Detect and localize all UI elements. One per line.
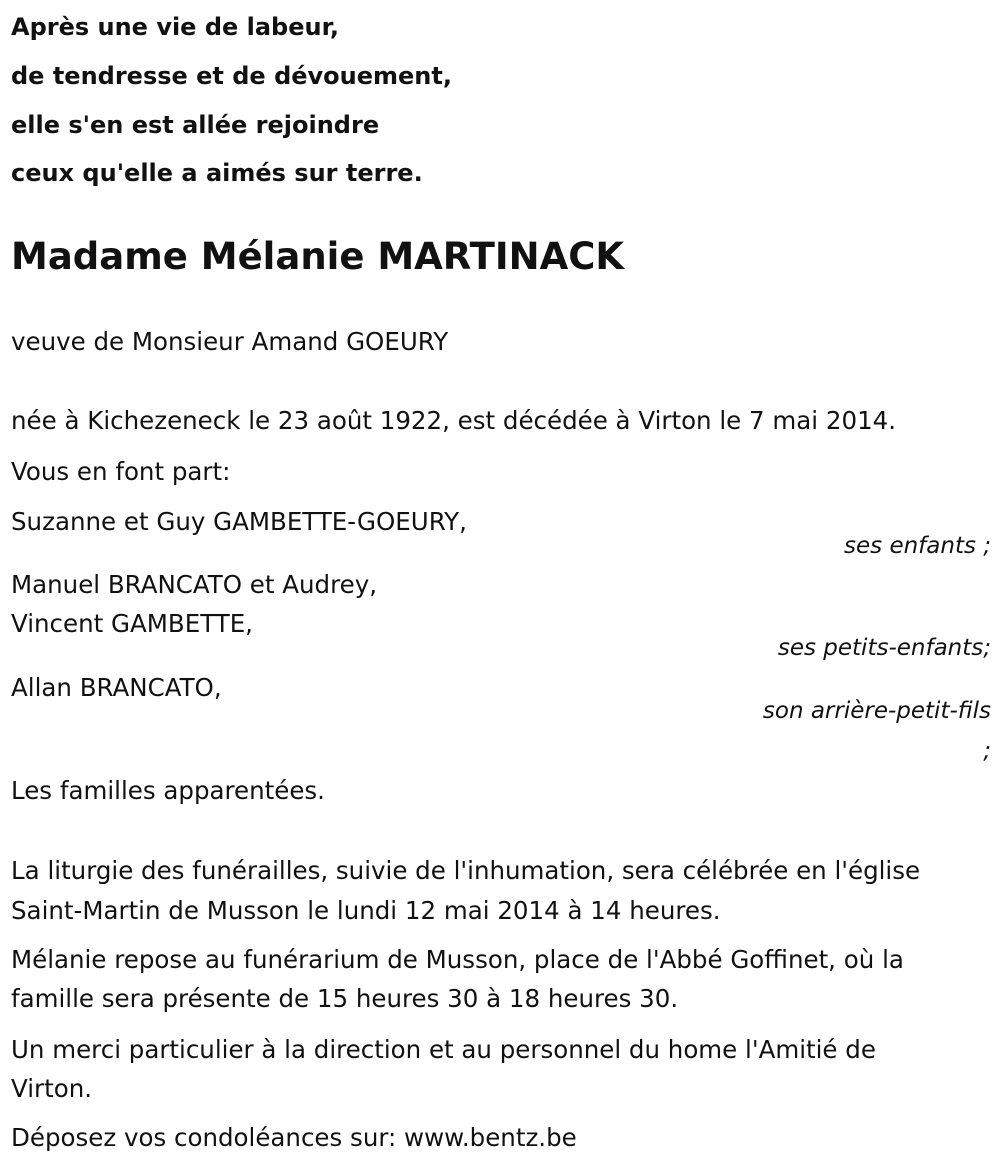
verse-line-4: ceux qu'elle a aimés sur terre. <box>11 159 423 187</box>
relatives: Les familles apparentées. <box>11 776 325 805</box>
visitation-line-2: famille sera présente de 15 heures 30 à 18 heures 30. <box>11 984 679 1013</box>
verse-line-3: elle s'en est allée rejoindre <box>11 111 380 139</box>
family-grandchildren-name-1: Manuel BRANCATO et Audrey, <box>11 570 378 599</box>
condolences: Déposez vos condoléances sur: www.bentz.be <box>11 1123 577 1152</box>
family-grandchildren-name-2: Vincent GAMBETTE, <box>11 609 253 638</box>
announcement-intro: Vous en font part: <box>11 457 231 486</box>
verse-line-2: de tendresse et de dévouement, <box>11 62 452 90</box>
relation-grandchildren: ses petits-enfants; <box>777 635 991 661</box>
visitation-line-1: Mélanie repose au funérarium de Musson, place de l'Abbé Goffinet, où la <box>11 945 904 974</box>
birth-death: née à Kichezeneck le 23 août 1922, est décédée à Virton le 7 mai 2014. <box>11 406 897 435</box>
liturgy-line-1: La liturgie des funérailles, suivie de l'inhumation, sera célébrée en l'église <box>11 856 921 885</box>
thanks-line-2: Virton. <box>11 1074 93 1103</box>
relation-children: ses enfants ; <box>844 533 991 559</box>
relation-great-grandchild: son arrière-petit-fils <box>762 698 991 724</box>
verse-line-1: Après une vie de labeur, <box>11 13 340 41</box>
deceased-name: Madame Mélanie MARTINACK <box>11 235 625 278</box>
widow-of: veuve de Monsieur Amand GOEURY <box>11 327 449 356</box>
liturgy-line-2: Saint-Martin de Musson le lundi 12 mai 2014 à 14 heures. <box>11 896 721 925</box>
family-great-grandchild-name: Allan BRANCATO, <box>11 673 222 702</box>
thanks-line-1: Un merci particulier à la direction et au personnel du home l'Amitié de <box>11 1035 876 1064</box>
family-children-names: Suzanne et Guy GAMBETTE-GOEURY, <box>11 507 467 536</box>
relation-great-grandchild-tail: ; <box>983 738 991 764</box>
